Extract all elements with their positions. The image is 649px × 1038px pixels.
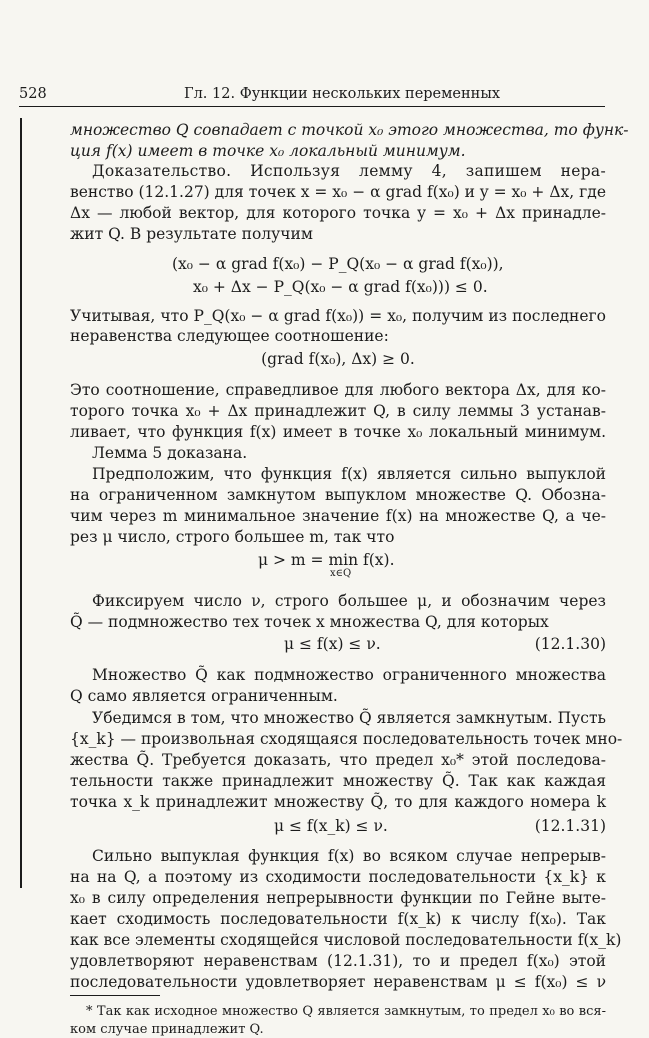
formula-line: μ ≤ f(x_k) ≤ ν. <box>274 817 388 835</box>
text-line: Сильно выпуклая функция f(x) во всяком случае непрерыв- <box>92 847 606 865</box>
text-line: удовлетворяют неравенствам (12.1.31), то и предел f(x₀) этой <box>70 952 606 970</box>
footnote-rule <box>70 995 160 996</box>
footnote-line: ком случае принадлежит Q. <box>70 1022 264 1037</box>
running-title: Гл. 12. Функции нескольких переменных <box>184 86 501 102</box>
text-line: точка x_k принадлежит множеству Q̃, то для каждого номера k <box>70 793 606 811</box>
formula-line: x₀ + Δx − P_Q(x₀ − α grad f(x₀))) ≤ 0. <box>193 278 488 296</box>
formula-line: (x₀ − α grad f(x₀) − P_Q(x₀ − α grad f(x₀)), <box>172 255 504 273</box>
formula-subscript: x∈Q <box>330 568 352 579</box>
text-line: Предположим, что функция f(x) является сильно выпуклой <box>92 465 606 483</box>
text-line: чим через m минимальное значение f(x) на множестве Q, а че- <box>70 507 606 525</box>
text-line: кает сходимость последовательности f(x_k) к числу f(x₀). Так <box>70 910 606 928</box>
text-line: Фиксируем число ν, строго большее μ, и обозначим через <box>92 592 606 610</box>
margin-bar <box>20 118 22 888</box>
text-line: жит Q. В результате получим <box>70 225 313 243</box>
text-line: Это соотношение, справедливое для любого вектора Δx, для ко- <box>70 381 606 399</box>
text-line: ливает, что функция f(x) имеет в точке x₀ локальный минимум. <box>70 423 606 441</box>
text-line: Множество Q̃ как подмножество ограниченного множества <box>92 666 606 684</box>
text-line: на ограниченном замкнутом выпуклом множестве Q. Обозна- <box>70 486 606 504</box>
formula-line: (grad f(x₀), Δx) ≥ 0. <box>261 350 415 368</box>
text-line: множество Q совпадает с точкой x₀ этого множества, то функ- <box>70 121 629 139</box>
equation-number: (12.1.30) <box>534 635 606 653</box>
text-line: последовательности удовлетворяет неравенствам μ ≤ f(x₀) ≤ ν <box>70 973 606 991</box>
text-line: тельности также принадлежит множеству Q̃. Так как каждая <box>70 772 606 790</box>
formula-line: μ ≤ f(x) ≤ ν. <box>284 635 381 653</box>
text-line: рез μ число, строго большее m, так что <box>70 528 395 546</box>
text-line: Убедимся в том, что множество Q̃ является замкнутым. Пусть <box>92 709 606 727</box>
text-line: неравенства следующее соотношение: <box>70 327 389 345</box>
footnote-line: * Так как исходное множество Q является замкнутым, то предел x₀ во вся- <box>86 1004 606 1019</box>
text-line: ция f(x) имеет в точке x₀ локальный минимум. <box>70 142 466 160</box>
text-line: Лемма 5 доказана. <box>92 444 248 462</box>
text-line: x₀ в силу определения непрерывности функции по Гейне выте- <box>70 889 606 907</box>
page-number: 528 <box>19 86 47 102</box>
text-line: {x_k} — произвольная сходящаяся последовательность точек мно- <box>70 730 623 748</box>
text-line: венство (12.1.27) для точек x = x₀ − α grad f(x₀) и y = x₀ + Δx, где <box>70 183 606 201</box>
text-line: Q само является ограниченным. <box>70 687 338 705</box>
equation-number: (12.1.31) <box>534 817 606 835</box>
text-line: на на Q, а поэтому из сходимости последовательности {x_k} к <box>70 868 606 886</box>
header-rule <box>19 106 605 107</box>
text-line: Q̃ — подмножество тех точек x множества Q, для которых <box>70 613 549 631</box>
formula-line: μ > m = min f(x). <box>258 551 395 569</box>
text-line: торого точка x₀ + Δx принадлежит Q, в силу леммы 3 устанав- <box>70 402 606 420</box>
text-line: Учитывая, что P_Q(x₀ − α grad f(x₀)) = x₀, получим из последнего <box>70 307 606 325</box>
text-line: как все элементы сходящейся числовой последовательности f(x_k) <box>70 931 622 949</box>
text-line: жества Q̃. Требуется доказать, что предел x₀* этой последова- <box>70 751 606 769</box>
text-line: Δx — любой вектор, для которого точка y = x₀ + Δx принадле- <box>70 204 606 222</box>
text-line: Доказательство. Используя лемму 4, запишем нера- <box>92 162 606 180</box>
